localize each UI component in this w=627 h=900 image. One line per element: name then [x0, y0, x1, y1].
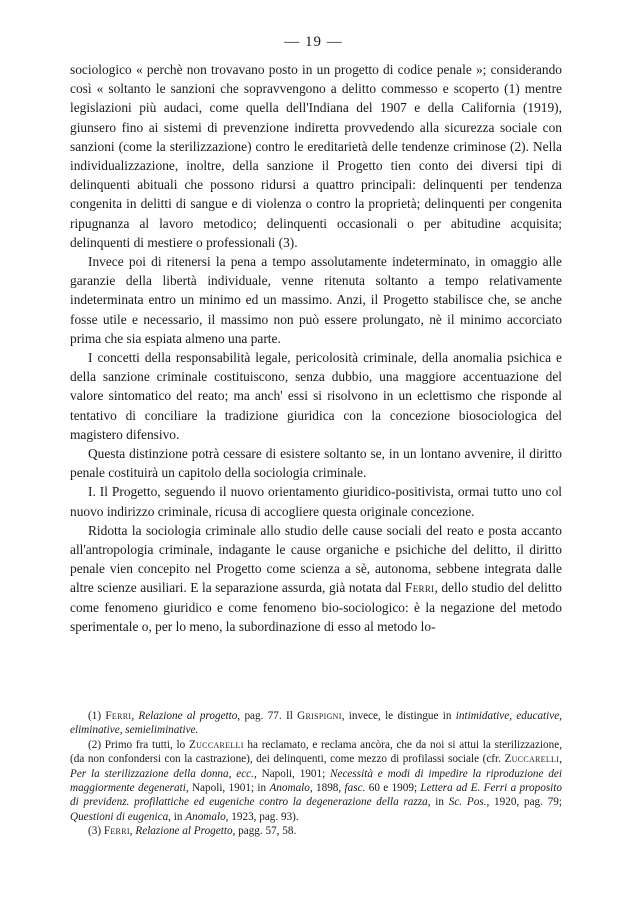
footnote-text: Napoli, 1901; in [188, 782, 270, 795]
footnote-title: Necessità e modi di impedire la riproduzione dei maggiormente degenerati, [70, 767, 562, 795]
footnote-author: Zuccarelli [504, 753, 560, 766]
footnote-text: in [430, 796, 449, 809]
page-number: — 19 — [284, 34, 343, 50]
paragraph-6-text-b: , dello studio del delitto come fenomeno giuridico e come fenomeno bio-sociologico: è la negazione del metodo sperimentale o, per lo meno, la subordinazione di esso al metodo lo- [70, 580, 563, 634]
author-name: Ferri [404, 580, 435, 596]
footnote-text: 1920, pag. 79; [489, 796, 563, 809]
footnote-terms: intimidative, educative, eliminative, semieliminative. [70, 710, 562, 737]
footnote-1: (1) Ferri, Relazione al progetto, pag. 77. Il Grispigni, invece, le distingue in intimidative, educative, eliminative, semieliminative. [70, 710, 562, 737]
footnote-3: (3) Ferri, Relazione al Progetto, pagg. 57, 58. [88, 825, 297, 838]
footnote-text: , pag. 77. Il [237, 710, 298, 722]
footnote-text: 60 e 1909; [365, 782, 421, 795]
paragraph-5: I. Il Progetto, seguendo il nuovo orientamento giuridico-positivista, ormai tutto uno col nuovo indirizzo criminale, ricusa di accogliere questa originale concezione. [70, 484, 562, 519]
footnote-text: , pagg. 57, 58. [232, 825, 297, 838]
footnote-text: Primo fra tutti, lo [104, 738, 189, 751]
footnote-text: , [559, 753, 562, 766]
footnote-author: Ferri [105, 710, 132, 722]
paragraph-2: Invece poi di ritenersi la pena a tempo assolutamente indeterminato, in omaggio alle garanzie della libertà individuale, venne ritenuta soltanto a tempo relativamente indeterminata entro un minimo ed un massimo. Anzi, il Progetto stabilisce che, se anche fosse utile e necessario, il massimo non può essere prolungato, nè il minimo accorciato prima che sia espiata almeno una parte. [70, 254, 562, 346]
footnote-text: 1898, [312, 782, 345, 795]
footnote-mark: (2) [88, 738, 102, 751]
footnote-title: Sc. Pos., [448, 796, 490, 809]
footnote-title: Per la sterilizzazione della donna, ecc. [70, 767, 254, 780]
footnote-text: ha reclamato, e reclama ancòra, che da noi si attui la sterilizzazione, (da non confondersi con la castrazione), dei delinquenti, come mezzo di profilassi sociale (cfr. [70, 738, 563, 766]
paragraph-6-text-a: Ridotta la sociologia criminale allo studio delle cause sociali del reato e posta accanto all'antropologia criminale, indagante le cause organiche e psichiche del delitto, il diritto penale vien concepito nel Progetto come scienza a sè, autonoma, sebbene integrata dalle altre scienze ausiliari. E la separazione assurda, già notata dal [70, 522, 562, 596]
footnote-title: Anomalo, [185, 810, 229, 823]
footnote-title: Lettera ad E. Ferri a proposito di previdenz. profilattiche ed eugeniche contro la degenerazione della razza, [70, 782, 562, 809]
footnote-title: Relazione al progetto [138, 710, 238, 722]
footnote-title: Relazione al Progetto [135, 825, 233, 838]
footnote-text: in [170, 810, 186, 823]
footnote-title: Questioni di eugenica, [70, 810, 171, 823]
footnote-2 [70, 738, 562, 824]
footnote-title: fasc. [344, 782, 366, 795]
footnote-author: Ferri [103, 825, 130, 838]
body-text [70, 60, 562, 636]
footnote-text: 1923, pag. 93). [228, 810, 299, 823]
footnote-author: Grispigni [297, 710, 342, 722]
footnote-text: , invece, le distingue in [341, 710, 456, 722]
footnotes [70, 709, 562, 839]
paragraph-6 [70, 521, 562, 636]
footnote-mark: (1) [88, 710, 102, 722]
footnote-mark: (3) [88, 825, 102, 838]
footnote-title: Anomalo, [269, 782, 313, 795]
paragraph-3: I concetti della responsabilità legale, pericolosità criminale, della anomalia psichica e della sanzione criminale costituiscono, senza dubbio, una maggiore accentuazione del valore sintomatico del reato; ma anch' essi si risolvono in un eclettismo che risponde al tentativo di conciliare la tradizione giuridica con la concezione biosociologica del magistero difensivo. [70, 350, 562, 442]
footnote-author: Zuccarelli [188, 738, 244, 751]
paragraph-4: Questa distinzione potrà cessare di esistere soltanto se, in un lontano avvenire, il diritto penale costituirà un capitolo della sociologia criminale. [70, 446, 562, 481]
paragraph-1: sociologico « perchè non trovavano posto in un progetto di codice penale »; considerando così « soltanto le sanzioni che sopravvengono a delitto commesso e scoperto (1) mentre legislazioni più audaci, come quella dell'Indiana del 1907 e della California (1919), giunsero fino ai sistemi di prevenzione indiretta provvedendo alla sicurezza sociale con sanzioni (come la sterilizzazione) contro le ereditarietà delle tendenze criminose (2). Nella individualizzazione, inoltre, della sanzione il Progetto tien conto dei diversi tipi di delinquenti abituali che possono ridursi a quattro principali: delinquenti per tendenza congenita in delitti di sangue e di violenza o contro la proprietà; delinquenti per congenita ripugnanza al lavoro metodico; delinquenti occasionali o per abitudine acquisita; delinquenti di mestiere o professionali (3). [70, 62, 562, 250]
footnote-text: , Napoli, 1901; [253, 767, 331, 780]
